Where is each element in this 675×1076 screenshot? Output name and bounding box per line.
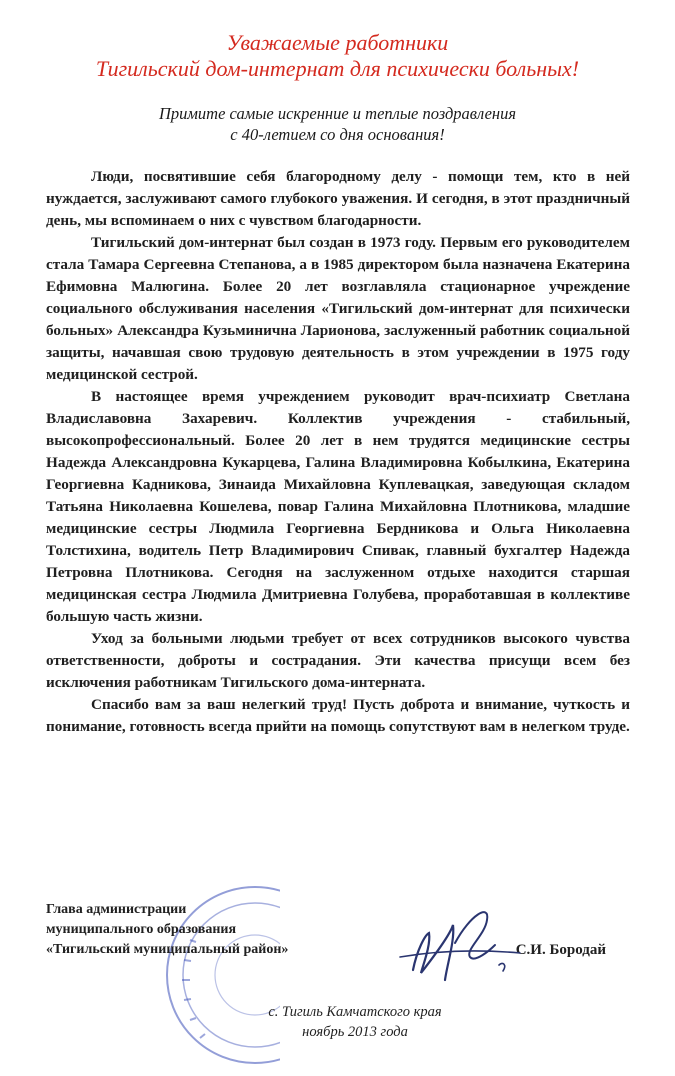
date: ноябрь 2013 года [302,1024,408,1040]
signatory-name: С.И. Бородай [515,942,606,958]
place-and-date [225,1002,485,1042]
handwritten-signature [395,895,525,990]
paragraph: Спасибо вам за ваш нелегкий труд! Пусть доброта и внимание, чуткость и понимание, готовность всегда прийти на помощь сопутствуют вам в нелегком труде. [46,696,630,735]
salutation-line-2: Тигильский дом-интернат для психически больных! [95,56,580,81]
letter-body [46,166,630,738]
congrats-line-1: Примите самые искренние и теплые поздравления [158,104,517,123]
paragraph: Тигильский дом-интернат был создан в 1973 году. Первым его руководителем стала Тамара Сергеевна Степанова, а в 1985 директором была назначена Екатерина Ефимовна Малюгина. Более 20 лет возглавляла стационарное учреждение социального обслуживания населения «Тигильский дом-интернат для психически больных» Александра Кузьминична Ларионова, заслуженный работник социальной защиты, начавшая свою трудовую деятельность в этом учреждении в 1975 году медицинской сестрой. [46,234,630,383]
paragraph: В настоящее время учреждением руководит врач-психиатр Светлана Владиславовна Захаревич. Коллектив учреждения - стабильный, высокопрофессиональный. Более 20 лет в нем трудятся медицинские сестры Надежда Александровна Кукарцева, Галина Владимировна Кобылкина, Екатерина Георгиевна Кадникова, Зинаида Михайловна Куплевацкая, заведующая складом Татьяна Николаевна Кошелева, повар Галина Михайловна Плотникова, младшие медицинские сестры Людмила Георгиевна Бердникова и Ольга Николаевна Толстихина, водитель Петр Владимирович Спивак, главный бухгалтер Надежда Петровна Плотникова. Сегодня на заслуженном отдыхе находится старшая медицинская сестра Людмила Дмитриевна Голубева, проработавшая в коллективе большую часть жизни. [46,388,630,625]
signature-block [46,900,630,960]
salutation-heading [40,30,635,82]
congratulation-subheading [60,103,615,145]
signatory-title-line-2: муниципального образования [46,922,237,937]
signatory-title-line-3: «Тигильский муниципальный район» [46,942,289,957]
paragraph: Уход за больными людьми требует от всех сотрудников высокого чувства ответственности, доброты и сострадания. Эти качества присущи всем без исключения работникам Тигильского дома-интерната. [46,630,630,691]
paragraph: Люди, посвятившие себя благородному делу - помощи тем, кто в ней нуждается, заслуживают самого глубокого уважения. И сегодня, в этот праздничный день, мы вспоминаем о них с чувством благодарности. [46,168,630,229]
signatory-title-line-1: Глава администрации [46,902,187,917]
congrats-line-2: с 40-летием со дня основания! [230,125,445,144]
place: с. Тигиль Камчатского края [268,1004,442,1020]
salutation-line-1: Уважаемые работники [226,30,449,55]
